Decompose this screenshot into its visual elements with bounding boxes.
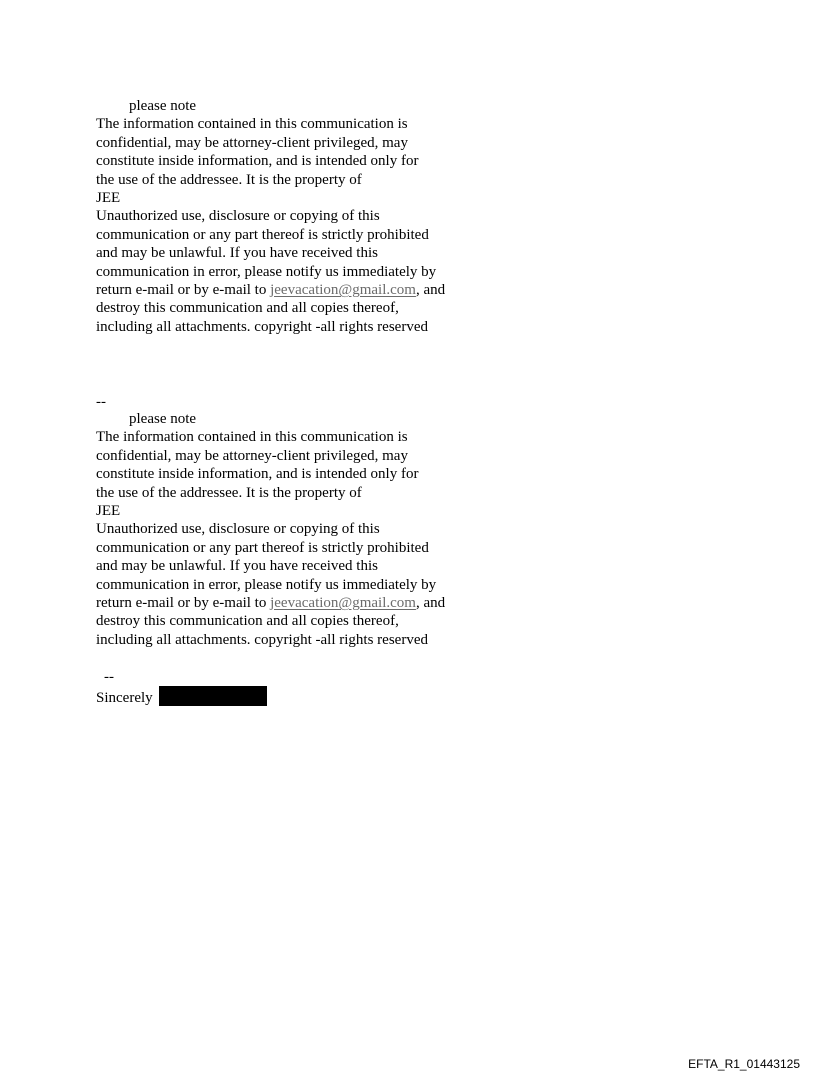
disclaimer-line: and may be unlawful. If you have received this	[96, 558, 378, 575]
disclaimer-line: Unauthorized use, disclosure or copying of this	[96, 521, 380, 538]
disclaimer-heading: please note	[129, 98, 197, 114]
disclaimer-line: JEE	[96, 502, 121, 519]
disclaimer-line: confidential, may be attorney-client privileged, may	[96, 134, 408, 151]
disclaimer-line: communication or any part thereof is strictly prohibited	[96, 539, 429, 556]
disclaimer-line: constitute inside information, and is intended only for	[96, 466, 419, 483]
signoff-line	[96, 686, 267, 707]
signoff-text: Sincerely	[96, 690, 153, 706]
email-link[interactable]: jeevacation@gmail.com	[270, 594, 416, 611]
disclaimer-line: The information contained in this communication is	[96, 116, 408, 133]
disclaimer-line: including all attachments. copyright -all rights reserved	[96, 631, 428, 648]
email-line-suffix: , and	[415, 594, 446, 611]
email-line-prefix: return e-mail or by e-mail to	[96, 281, 271, 298]
document-id: EFTA_R1_01443125	[688, 1057, 800, 1071]
disclaimer-line: communication in error, please notify us immediately by	[96, 576, 437, 593]
disclaimer-email-line	[96, 594, 445, 612]
signature-separator: --	[104, 669, 114, 685]
disclaimer-line: the use of the addressee. It is the property of	[96, 171, 362, 188]
disclaimer-block	[96, 410, 445, 649]
disclaimer-line: JEE	[96, 189, 121, 206]
disclaimer-line: Unauthorized use, disclosure or copying of this	[96, 208, 380, 225]
disclaimer-line: communication or any part thereof is strictly prohibited	[96, 226, 429, 243]
disclaimer-line: including all attachments. copyright -all rights reserved	[96, 318, 428, 335]
signature-separator: --	[96, 394, 106, 410]
disclaimer-email-line	[96, 281, 445, 299]
disclaimer-line: The information contained in this communication is	[96, 429, 408, 446]
disclaimer-block	[96, 97, 445, 336]
disclaimer-line: destroy this communication and all copies thereof,	[96, 300, 399, 317]
email-line-suffix: , and	[415, 281, 446, 298]
disclaimer-heading: please note	[129, 411, 197, 427]
email-link[interactable]: jeevacation@gmail.com	[270, 281, 416, 298]
disclaimer-line: the use of the addressee. It is the property of	[96, 484, 362, 501]
disclaimer-line: confidential, may be attorney-client privileged, may	[96, 447, 408, 464]
disclaimer-line: and may be unlawful. If you have received this	[96, 245, 378, 262]
email-line-prefix: return e-mail or by e-mail to	[96, 594, 271, 611]
disclaimer-line: destroy this communication and all copies thereof,	[96, 613, 399, 630]
disclaimer-line: constitute inside information, and is intended only for	[96, 153, 419, 170]
redaction-box	[159, 686, 267, 706]
disclaimer-line: communication in error, please notify us immediately by	[96, 263, 437, 280]
